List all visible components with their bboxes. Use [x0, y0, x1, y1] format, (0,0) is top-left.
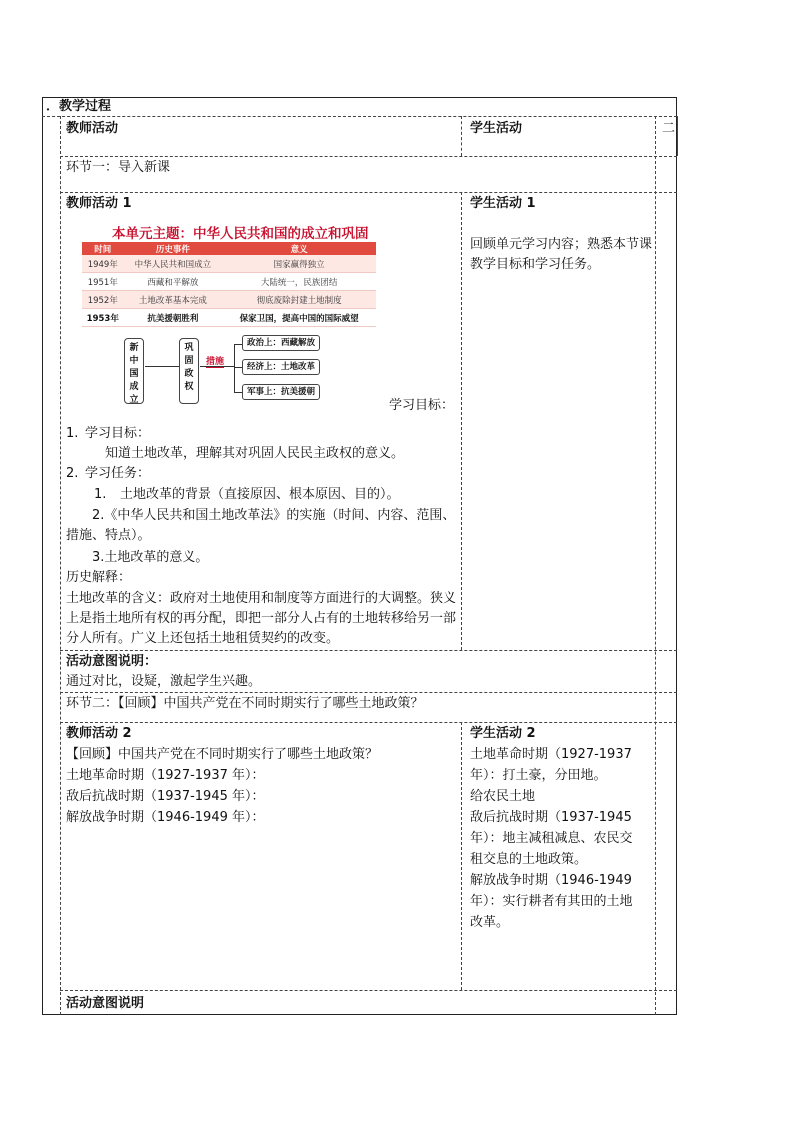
- col-header-time: 时间: [82, 242, 124, 255]
- right-divider: [655, 116, 656, 1015]
- measure-label: 措施: [206, 354, 224, 368]
- act2-student-line: 年）：实行耕者有其田的土地: [470, 894, 633, 909]
- act2-student-line: 年）：地主减租减息、农民交: [470, 831, 633, 846]
- after-image-text: 学习目标：: [389, 398, 455, 413]
- segment1-title: 环节一：导入新课: [66, 160, 171, 175]
- act2-line1: 土地革命时期（1927-1937 年）：: [66, 768, 265, 783]
- hline-after-act1: [60, 650, 677, 651]
- bracket-top: [234, 344, 242, 345]
- mid-divider-act1: [461, 192, 462, 650]
- measure-economy: 经济上：土地改革: [242, 359, 320, 375]
- segment2-title: 环节二：【回顾】中国共产党在不同时期实行了哪些土地政策？: [66, 696, 424, 711]
- act2-teacher-title: 教师活动 2: [66, 726, 132, 741]
- act2-line3: 解放战争时期（1946-1949 年）：: [66, 810, 265, 825]
- act2-student-title: 学生活动 2: [470, 726, 536, 741]
- act1-student-title: 学生活动 1: [470, 196, 536, 211]
- hline-after-intent1: [60, 692, 677, 693]
- cell: 国家赢得独立: [222, 255, 376, 273]
- header-teacher: 教师活动: [66, 121, 119, 136]
- hline-after-seg2: [60, 722, 677, 723]
- act1-student-text: 回顾单元学习内容；熟悉本节课教学目标和学习任务。: [470, 237, 653, 272]
- box-consolidate: 巩固政权: [179, 338, 199, 404]
- box-new-china: 新中国成立: [124, 338, 144, 404]
- measure-politics: 政治上：西藏解放: [242, 335, 320, 351]
- cell: 中华人民共和国成立: [124, 255, 223, 273]
- bracket-bottom: [234, 392, 242, 393]
- task1-number: 1.: [94, 487, 107, 502]
- cell: 1953年: [82, 309, 124, 327]
- act2-student-line: 土地革命时期（1927-1937: [470, 747, 632, 762]
- image-title: 本单元主题：中华人民共和国的成立和巩固: [112, 226, 369, 242]
- bracket-mid: [234, 367, 242, 368]
- goal-number: 1.: [66, 426, 79, 441]
- arrow-line-1: [145, 366, 179, 367]
- act2-question: 【回顾】中国共产党在不同时期实行了哪些土地政策？: [66, 747, 379, 762]
- mid-divider-header: [461, 116, 462, 156]
- history-heading: 历史解释：: [66, 570, 132, 585]
- hline-after-header: [60, 156, 677, 157]
- right-edge: [677, 116, 678, 156]
- cell: 彻底废除封建土地制度: [222, 291, 376, 309]
- task1-text: 土地改革的背景（直接原因、根本原因、目的）。: [120, 487, 400, 502]
- hline-after-seg1: [60, 192, 677, 193]
- intent1-title: 活动意图说明：: [66, 654, 158, 669]
- act1-teacher-title: 教师活动 1: [66, 196, 132, 211]
- header-extra: 二: [662, 121, 676, 136]
- act2-line2: 敌后抗战时期（1937-1945 年）：: [66, 789, 265, 804]
- col-header-event: 历史事件: [124, 242, 223, 255]
- act2-student-line: 改革。: [470, 915, 510, 930]
- task2-text: 2.《中华人民共和国土地改革法》的实施（时间、内容、范围、措施、特点）。: [66, 508, 456, 543]
- act2-student-line: 敌后抗战时期（1937-1945: [470, 810, 632, 825]
- cell: 1949年: [82, 255, 124, 273]
- unit-summary-image: [66, 220, 386, 408]
- measure-military: 军事上：抗美援朝: [242, 384, 320, 400]
- mid-divider-act2: [461, 722, 462, 990]
- cell: 西藏和平解放: [124, 273, 223, 291]
- col-header-meaning: 意义: [222, 242, 376, 255]
- bracket-line: [234, 344, 235, 392]
- unit-table: [82, 242, 376, 327]
- intent1-text: 通过对比，设疑，激起学生兴趣。: [66, 674, 262, 689]
- act2-student-line: 年）：打土豪，分田地。: [470, 768, 607, 783]
- goal-text: 知道土地改革，理解其对巩固人民民主政权的意义。: [105, 446, 405, 461]
- left-divider: [60, 116, 61, 1015]
- task-heading: 学习任务：: [85, 466, 151, 481]
- cell: 大陆统一，民族团结: [222, 273, 376, 291]
- act2-student-line: 解放战争时期（1946-1949: [470, 873, 632, 888]
- goal-heading: 学习目标：: [85, 426, 151, 441]
- hline-after-act2: [60, 990, 677, 991]
- cell: 土地改革基本完成: [124, 291, 223, 309]
- act2-student-line: 给农民土地: [470, 789, 536, 804]
- header-student: 学生活动: [470, 121, 523, 136]
- intent2-title: 活动意图说明: [66, 996, 145, 1011]
- cell: 1951年: [82, 273, 124, 291]
- section-title: ．教学过程: [46, 99, 112, 114]
- cell: 1952年: [82, 291, 124, 309]
- task-number: 2.: [66, 466, 79, 481]
- act2-student-line: 租交息的土地政策。: [470, 852, 588, 867]
- cell: 抗美援朝胜利: [124, 309, 223, 327]
- cell: 保家卫国，提高中国的国际威望: [222, 309, 376, 327]
- hline-top: [42, 116, 677, 117]
- history-text: 土地改革的含义：政府对土地使用和制度等方面进行的大调整。狭义上是指土地所有权的再分配，即把一部分人占有的土地转移给另一部分人所有。广义上还包括土地租赁契约的改变。: [66, 591, 457, 646]
- task3-text: 3.土地改革的意义。: [92, 550, 209, 565]
